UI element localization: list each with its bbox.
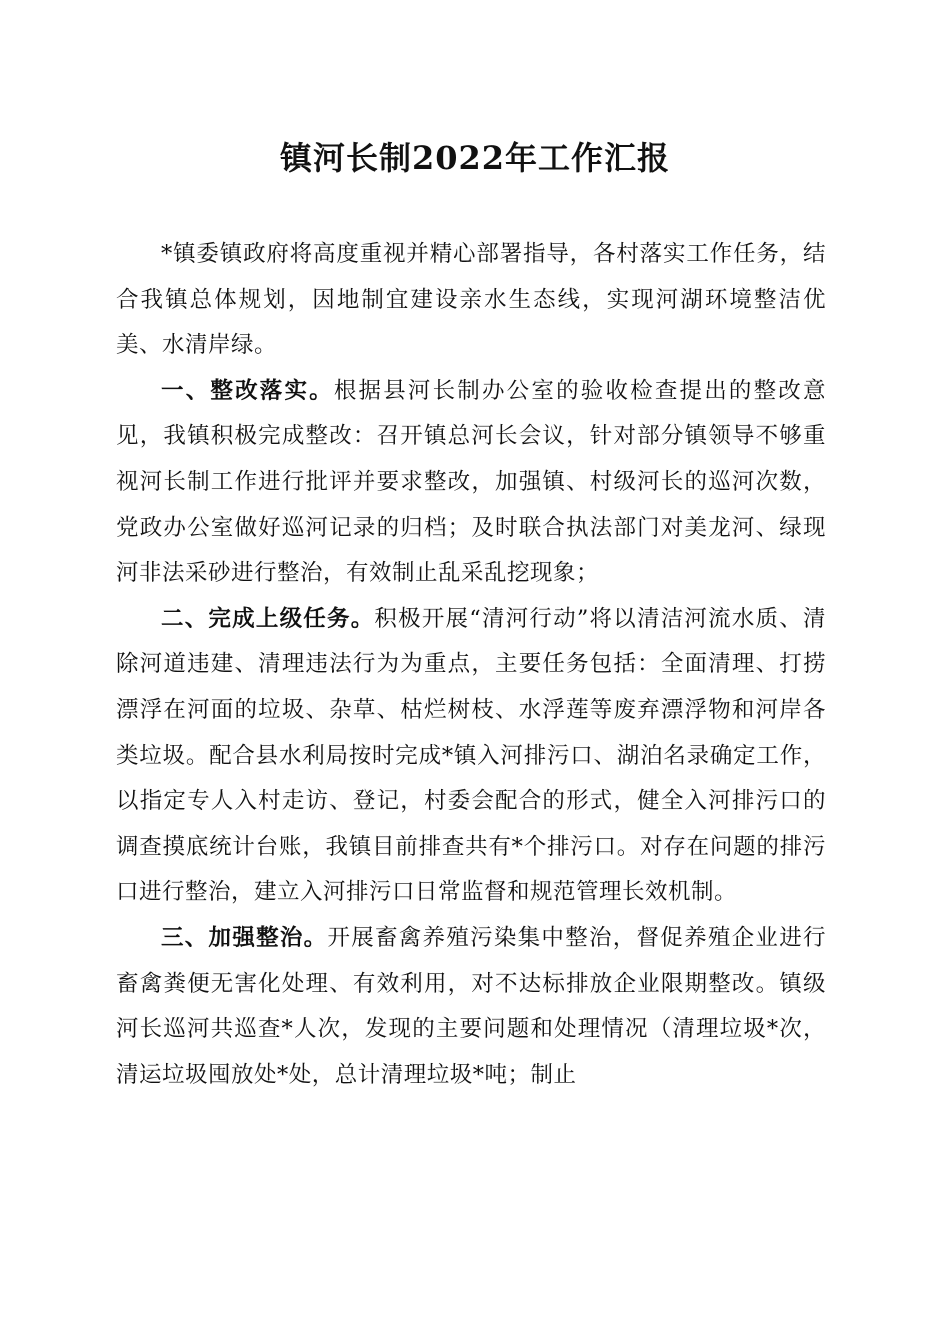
section-heading-2: 二、完成上级任务。	[161, 605, 375, 632]
section-heading-1: 一、整改落实。	[161, 377, 334, 404]
page-title: 镇河长制2022年工作汇报	[279, 139, 671, 177]
section-heading-3: 三、加强整治。	[161, 924, 328, 951]
section-paragraph-1	[116, 369, 826, 597]
document-body	[116, 232, 826, 1098]
section-text-3: 开展畜禽养殖污染集中整治，督促养殖企业进行畜禽粪便无害化处理、有效利用，对不达标排放企业限期整改。镇级河长巡河共巡查*人次，发现的主要问题和处理情况（清理垃圾*次，清运垃圾囤放处*处，总计清理垃圾*吨；制止	[116, 924, 826, 1088]
section-text-1: 根据县河长制办公室的验收检查提出的整改意见，我镇积极完成整改：召开镇总河长会议，针对部分镇领导不够重视河长制工作进行批评并要求整改，加强镇、村级河长的巡河次数，党政办公室做好巡河记录的归档；及时联合执法部门对美龙河、绿现河非法采砂进行整治，有效制止乱采乱挖现象；	[116, 377, 826, 587]
section-paragraph-3	[116, 916, 826, 1098]
section-text-2: 积极开展“清河行动”将以清洁河流水质、清除河道违建、清理违法行为为重点，主要任务包括：全面清理、打捞漂浮在河面的垃圾、杂草、枯烂树枝、水浮莲等废弃漂浮物和河岸各类垃圾。配合县水利局按时完成*镇入河排污口、湖泊名录确定工作，以指定专人入村走访、登记，村委会配合的形式，健全入河排污口的调查摸底统计台账，我镇目前排查共有*个排污口。对存在问题的排污口进行整治，建立入河排污口日常监督和规范管理长效机制。	[116, 605, 826, 906]
section-paragraph-2	[116, 597, 826, 916]
intro-paragraph: *镇委镇政府将高度重视并精心部署指导，各村落实工作任务，结合我镇总体规划，因地制宜建设亲水生态线，实现河湖环境整洁优美、水清岸绿。	[116, 241, 826, 359]
